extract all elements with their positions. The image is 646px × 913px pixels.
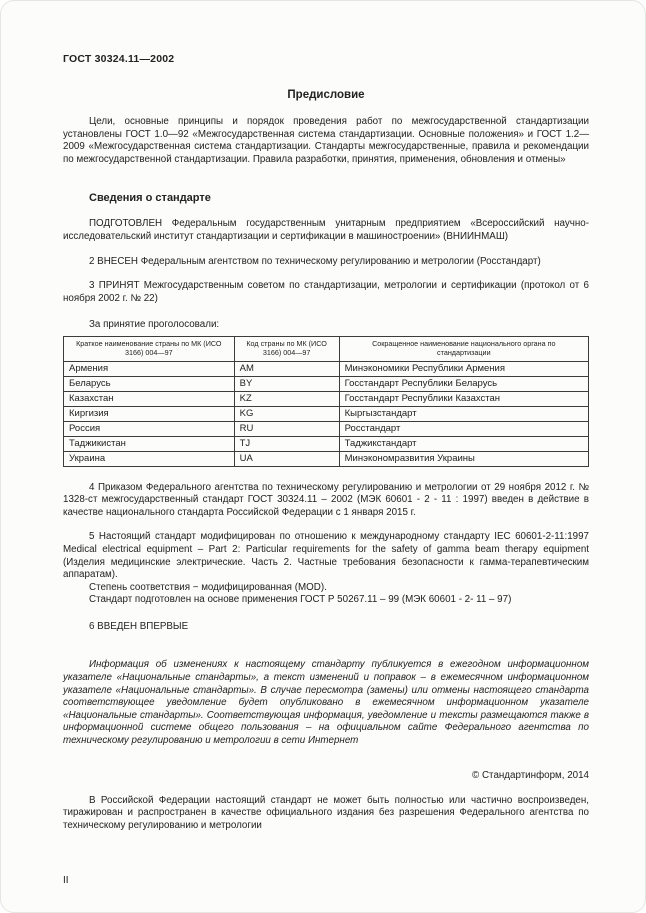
country-cell: Киргизия <box>64 406 235 421</box>
vote-table-header-body: Сокращенное наименование национального органа по стандартизации <box>339 336 588 361</box>
foreword-intro: Цели, основные принципы и порядок проведения работ по межгосударственной стандартизации установлены ГОСТ 1.0—92 «Межгосударственная система стандартизации. Основные положения» и ГОСТ 1.2—2009 «Межгосударственная система стандартизации. Стандарты межгосударственные, правила и рекомендации по межгосударственной стандартизации. Правила разработки, принятия, применения, обновления и отмены» <box>63 116 589 165</box>
country-cell: Армения <box>64 361 235 376</box>
page-number: II <box>63 875 69 886</box>
info-item-submitted: 2 ВНЕСЕН Федеральным агентством по техническому регулированию и метрологии (Росстандарт) <box>89 255 541 267</box>
code-cell: RU <box>234 421 339 436</box>
doc-number: ГОСТ 30324.11—2002 <box>63 53 175 65</box>
table-row <box>64 451 589 466</box>
table-row <box>64 376 589 391</box>
code-cell: BY <box>234 376 339 391</box>
country-cell: Беларусь <box>64 376 235 391</box>
body-cell: Таджикстандарт <box>339 436 588 451</box>
code-cell: AM <box>234 361 339 376</box>
table-row <box>64 436 589 451</box>
info-item-adopted: 3 ПРИНЯТ Межгосударственным советом по стандартизации, метрологии и сертификации (протокол от 6 ноября 2002 г. № 22) <box>63 280 589 304</box>
section-heading-standard-info: Сведения о стандарте <box>89 192 211 205</box>
table-row <box>64 391 589 406</box>
code-cell: UA <box>234 451 339 466</box>
vote-table-header-code: Код страны по МК (ИСО 3166) 004—97 <box>234 336 339 361</box>
table-row <box>64 421 589 436</box>
country-cell: Россия <box>64 421 235 436</box>
code-cell: KG <box>234 406 339 421</box>
body-cell: Минэкономики Республики Армения <box>339 361 588 376</box>
body-cell: Росстандарт <box>339 421 588 436</box>
body-cell: Госстандарт Республики Беларусь <box>339 376 588 391</box>
copyright-line: © Стандартинформ, 2014 <box>472 769 589 781</box>
page-title: Предисловие <box>287 89 365 101</box>
vote-table <box>63 336 589 467</box>
body-cell: Госстандарт Республики Казахстан <box>339 391 588 406</box>
reproduction-restriction: В Российской Федерации настоящий стандарт не может быть полностью или частично воспроизведен, тиражирован и распространен в качестве официального издания без разрешения Федерального агентства по техническому регулированию и метрологии <box>63 794 589 831</box>
body-cell: Кыргызстандарт <box>339 406 588 421</box>
info-item-first-introduced: 6 ВВЕДЕН ВПЕРВЫЕ <box>89 620 189 632</box>
table-row <box>64 361 589 376</box>
body-cell: Минэкономразвития Украины <box>339 451 588 466</box>
info-item-prepared: ПОДГОТОВЛЕН Федеральным государственным унитарным предприятием «Всероссийский научно-исследовательский институт стандартизации и сертификации в машиностроении» (ВНИИНМАШ) <box>63 218 589 242</box>
table-row <box>64 406 589 421</box>
vote-table-header-row <box>64 336 589 361</box>
info-item-degree: Степень соответствия − модифицированная (MOD). <box>89 581 327 593</box>
code-cell: TJ <box>234 436 339 451</box>
info-item-order: 4 Приказом Федерального агентства по техническому регулированию и метрологии от 29 ноября 2012 г. № 1328-ст межгосударственный стандарт ГОСТ 30324.11 – 2002 (МЭК 60601 - 2 - 11 : 1997) введен в действие в качестве национального стандарта Российской Федерации с 1 января 2015 г. <box>63 481 589 518</box>
info-item-basis: Стандарт подготовлен на основе применения ГОСТ Р 50267.11 – 99 (МЭК 60601 - 2- 11 – 97) <box>89 594 512 606</box>
vote-intro: За принятие проголосовали: <box>89 319 220 331</box>
country-cell: Таджикистан <box>64 436 235 451</box>
country-cell: Казахстан <box>64 391 235 406</box>
amendments-notice: Информация об изменениях к настоящему стандарту публикуется в ежегодном информационном указателе «Национальные стандарты», а текст изменений и поправок – в ежемесячном информационном указателе «Национальные стандарты». В случае пересмотра (замены) или отмены настоящего стандарта соответствующее уведомление будет опубликовано в ежемесячном информационном указателе «Национальные стандарты». Соответствующая информация, уведомление и тексты размещаются также в информационной системе общего пользования – на официальном сайте Федерального агентства по техническому регулированию и метрологии в сети Интернет <box>63 659 589 747</box>
code-cell: KZ <box>234 391 339 406</box>
vote-table-header-country: Краткое наименование страны по МК (ИСО 3166) 004—97 <box>64 336 235 361</box>
country-cell: Украина <box>64 451 235 466</box>
info-item-modified: 5 Настоящий стандарт модифицирован по отношению к международному стандарту IEC 60601-2-11:1997 Medical electrical equipment – Part 2: Particular requirements for the safety of gamma beam therapy equipment (Изделия медицинские электрические. Часть 2. Частные требования безопасности к гамма-терапевтическим аппаратам). <box>63 531 589 581</box>
